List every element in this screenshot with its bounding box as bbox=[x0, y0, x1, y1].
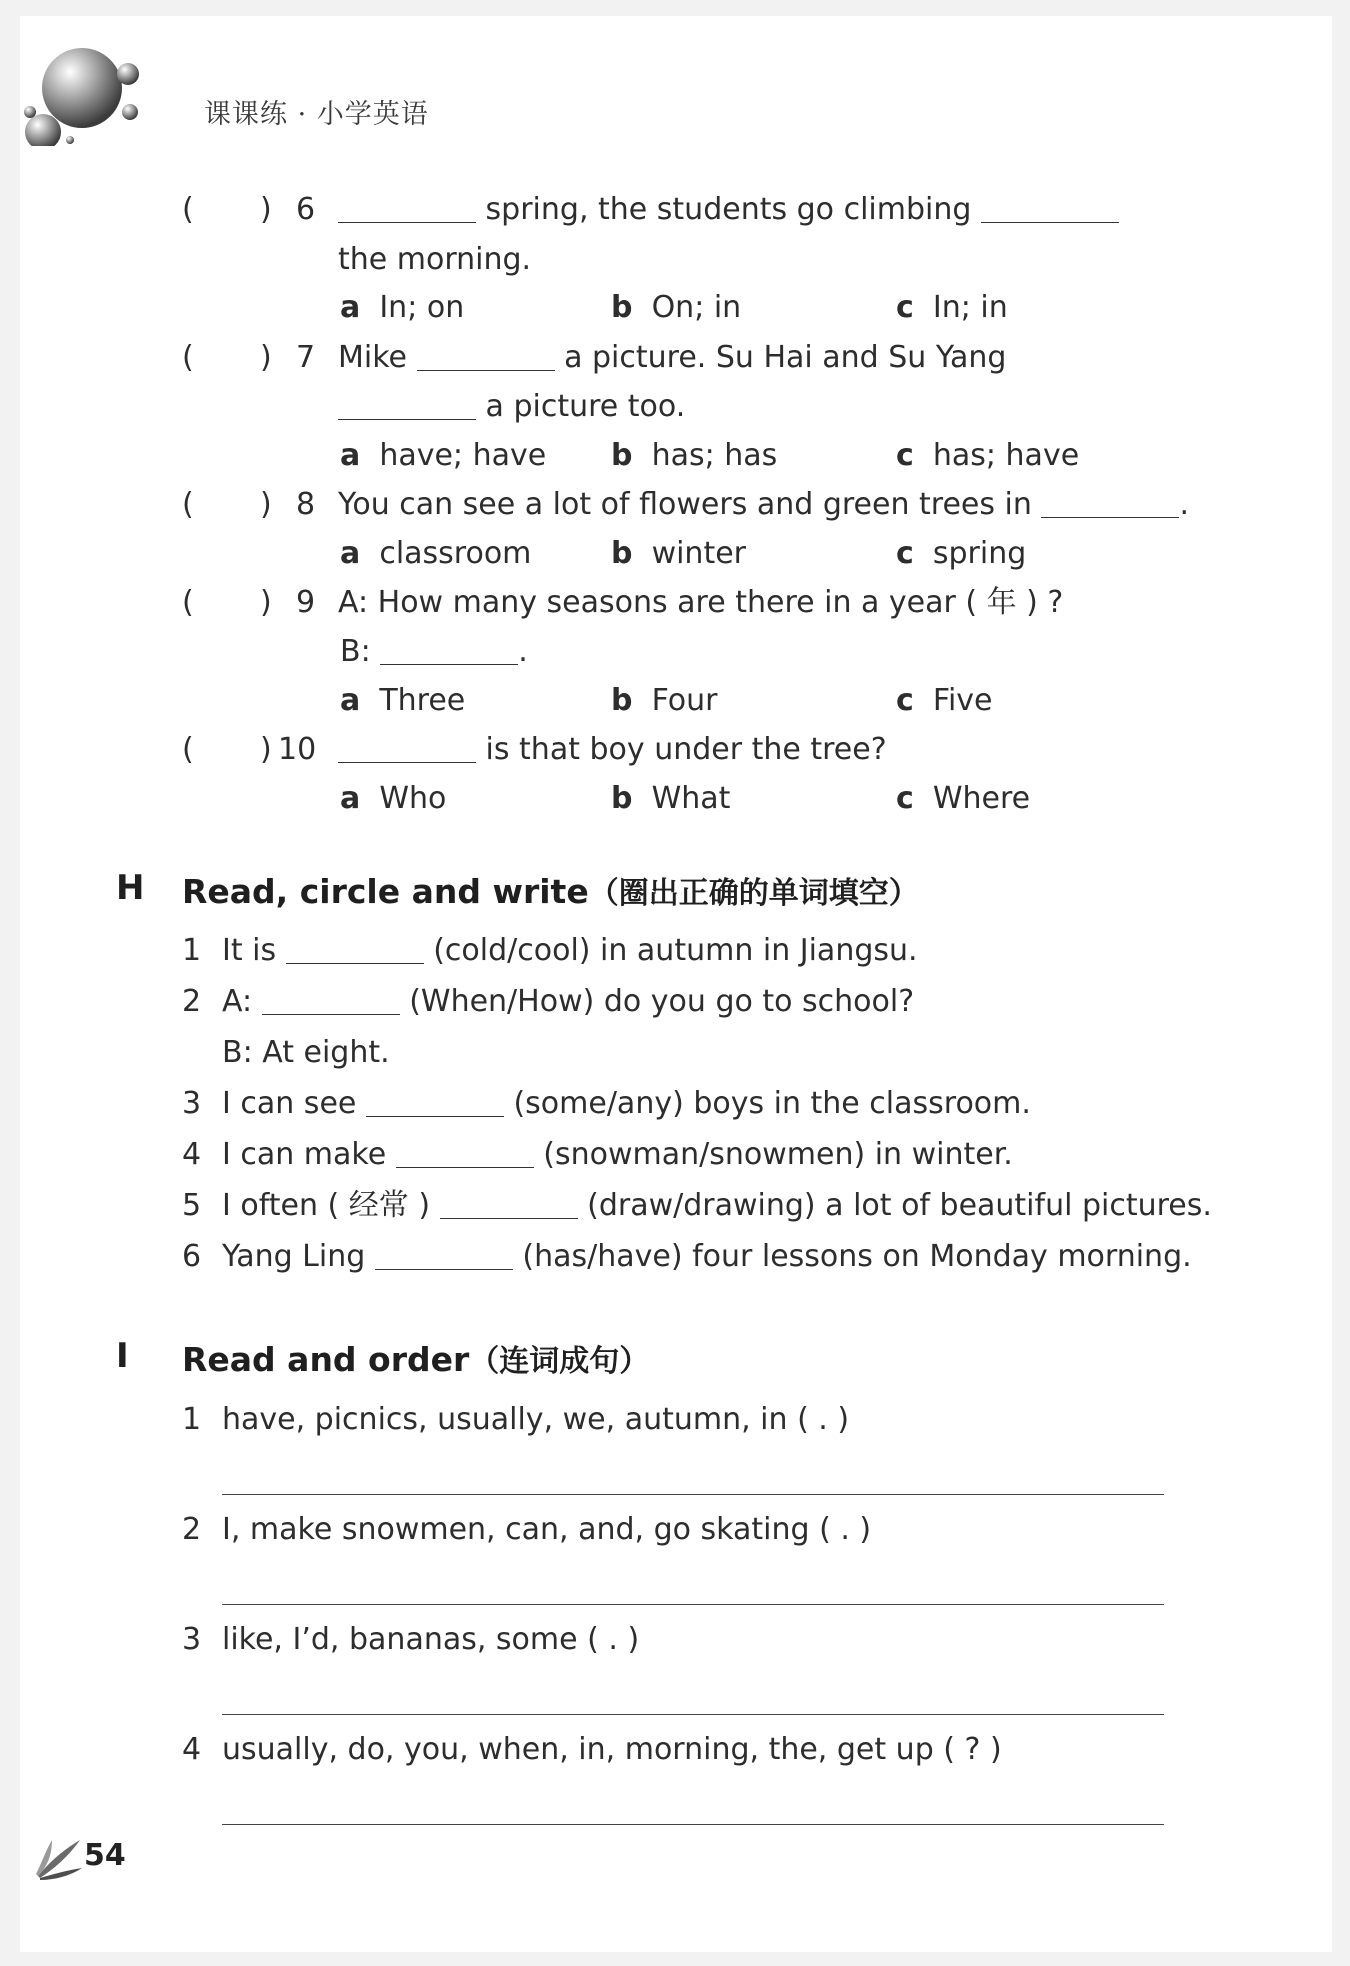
option-a: a Three bbox=[340, 683, 466, 718]
answer-line-b: B: At eight. bbox=[222, 1035, 390, 1070]
answer-blank[interactable] bbox=[338, 732, 476, 763]
question-text: Mike a picture. Su Hai and Su Yang bbox=[338, 340, 1007, 375]
answer-blank[interactable] bbox=[338, 192, 476, 223]
option-c: c In; in bbox=[896, 290, 1008, 325]
answer-blank[interactable] bbox=[366, 1086, 504, 1117]
option-a: a Who bbox=[340, 781, 447, 816]
answer-paren-open: ( bbox=[182, 732, 194, 767]
section-letter: H bbox=[116, 868, 145, 908]
question-text-cont: the morning. bbox=[338, 242, 532, 277]
question-number: 8 bbox=[296, 487, 316, 522]
question-text: is that boy under the tree? bbox=[338, 732, 887, 768]
item-number: 3 bbox=[182, 1086, 202, 1121]
item-number: 2 bbox=[182, 984, 202, 1019]
item-number: 4 bbox=[182, 1137, 202, 1172]
question-text: spring, the students go climbing bbox=[338, 192, 1119, 228]
answer-blank[interactable] bbox=[396, 1137, 534, 1168]
option-a: a have; have bbox=[340, 438, 547, 473]
option-a: a classroom bbox=[340, 536, 532, 571]
bubbles-logo bbox=[20, 36, 140, 146]
fill-item: Yang Ling (has/have) four lessons on Monday morning. bbox=[222, 1239, 1192, 1274]
option-c: c Five bbox=[896, 683, 993, 718]
fill-item: A: (When/How) do you go to school? bbox=[222, 984, 915, 1019]
item-number: 1 bbox=[182, 933, 202, 968]
order-prompt: have, picnics, usually, we, autumn, in ( . ) bbox=[222, 1402, 850, 1437]
question-number: 9 bbox=[296, 585, 316, 620]
answer-line[interactable] bbox=[222, 1494, 1164, 1495]
answer-blank[interactable] bbox=[262, 984, 400, 1015]
answer-blank[interactable] bbox=[417, 340, 555, 371]
answer-blank[interactable] bbox=[981, 192, 1119, 223]
answer-paren-open: ( bbox=[182, 585, 194, 620]
question-number: 7 bbox=[296, 340, 316, 375]
answer-blank[interactable] bbox=[380, 634, 518, 665]
question-text-cont: a picture too. bbox=[338, 389, 685, 425]
order-prompt: usually, do, you, when, in, morning, the, get up ( ? ) bbox=[222, 1732, 1002, 1767]
option-a: a In; on bbox=[340, 290, 465, 325]
item-number: 2 bbox=[182, 1512, 202, 1547]
item-number: 5 bbox=[182, 1188, 202, 1223]
fill-item: I can make (snowman/snowmen) in winter. bbox=[222, 1137, 1013, 1172]
page-number: 54 bbox=[84, 1838, 126, 1873]
answer-blank[interactable] bbox=[440, 1188, 578, 1219]
option-c: c Where bbox=[896, 781, 1031, 816]
item-number: 4 bbox=[182, 1732, 202, 1767]
order-prompt: like, I’d, bananas, some ( . ) bbox=[222, 1622, 640, 1657]
answer-line[interactable] bbox=[222, 1604, 1164, 1605]
order-prompt: I, make snowmen, can, and, go skating ( . ) bbox=[222, 1512, 872, 1547]
answer-blank[interactable] bbox=[375, 1239, 513, 1270]
fill-item: I can see (some/any) boys in the classroom. bbox=[222, 1086, 1031, 1121]
answer-paren-close: ) bbox=[260, 192, 272, 227]
answer-paren-close: ) bbox=[260, 340, 272, 375]
option-b: b On; in bbox=[611, 290, 742, 325]
item-number: 6 bbox=[182, 1239, 202, 1274]
answer-paren-close: ) bbox=[260, 732, 272, 767]
section-letter: I bbox=[116, 1336, 129, 1376]
answer-paren-open: ( bbox=[182, 487, 194, 522]
option-c: c has; have bbox=[896, 438, 1080, 473]
answer-paren-open: ( bbox=[182, 340, 194, 375]
option-c: c spring bbox=[896, 536, 1027, 571]
option-b: b winter bbox=[611, 536, 747, 571]
answer-blank[interactable] bbox=[286, 933, 424, 964]
question-number: 10 bbox=[278, 732, 317, 767]
section-title: Read and order（连词成句） bbox=[182, 1340, 650, 1379]
answer-paren-open: ( bbox=[182, 192, 194, 227]
option-b: b has; has bbox=[611, 438, 778, 473]
question-text: A: How many seasons are there in a year ( 年 ) ? bbox=[338, 585, 1064, 620]
header-title: 课课练 · 小学英语 bbox=[204, 99, 429, 130]
workbook-page bbox=[20, 16, 1332, 1952]
question-text: You can see a lot of flowers and green trees in . bbox=[338, 487, 1189, 522]
answer-line[interactable] bbox=[222, 1714, 1164, 1715]
answer-blank[interactable] bbox=[338, 389, 476, 420]
answer-paren-close: ) bbox=[260, 487, 272, 522]
answer-paren-close: ) bbox=[260, 585, 272, 620]
question-text-cont: B: . bbox=[340, 634, 528, 669]
answer-blank[interactable] bbox=[1041, 487, 1179, 518]
fill-item: I often ( 经常 ) (draw/drawing) a lot of beautiful pictures. bbox=[222, 1188, 1212, 1223]
answer-line[interactable] bbox=[222, 1824, 1164, 1825]
section-title: Read, circle and write（圈出正确的单词填空） bbox=[182, 872, 919, 911]
option-b: b What bbox=[611, 781, 731, 816]
leaf-icon bbox=[34, 1834, 86, 1880]
question-number: 6 bbox=[296, 192, 316, 227]
item-number: 1 bbox=[182, 1402, 202, 1437]
fill-item: It is (cold/cool) in autumn in Jiangsu. bbox=[222, 933, 918, 968]
option-b: b Four bbox=[611, 683, 718, 718]
item-number: 3 bbox=[182, 1622, 202, 1657]
